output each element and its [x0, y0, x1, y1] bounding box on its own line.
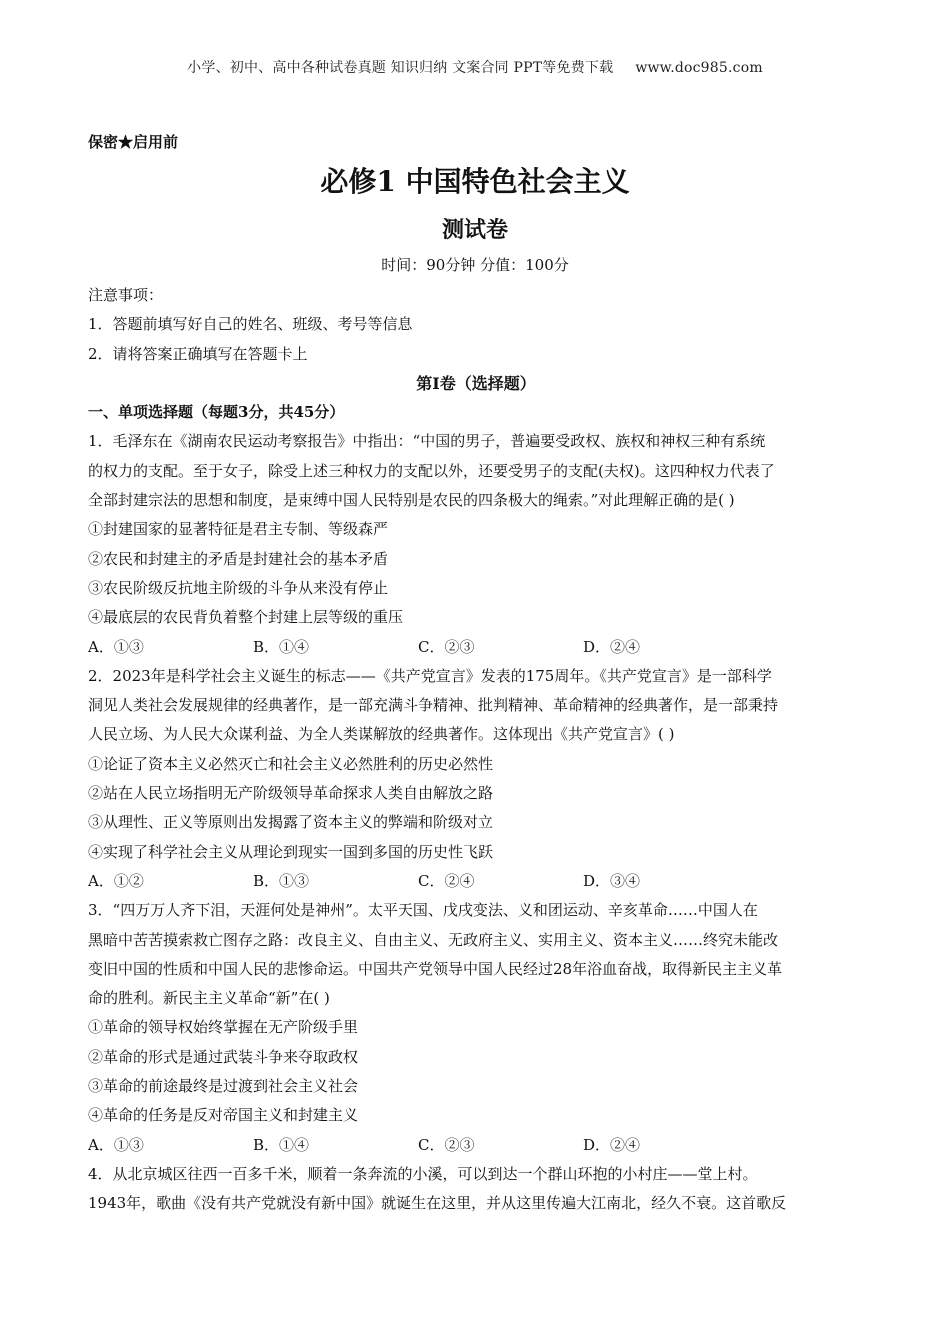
option-a: A．①② — [88, 871, 144, 890]
answer-options — [88, 633, 864, 662]
question-3 — [88, 896, 864, 1160]
question-2 — [88, 662, 864, 896]
question-text-line: 黑暗中苦苦摸索救亡图存之路：改良主义、自由主义、无政府主义、实用主义、资本主义……终究未能改 — [88, 930, 779, 949]
question-text-line: 命的胜利。新民主主义革命“新”在( ) — [88, 989, 330, 1008]
statement: ④革命的任务是反对帝国主义和封建主义 — [88, 1106, 359, 1125]
answer-options — [88, 867, 864, 896]
question-text-line: 4．从北京城区往西一百多千米，顺着一条奔流的小溪，可以到达一个群山环抱的小村庄——堂上村。 — [88, 1164, 758, 1183]
option-b: B．①④ — [253, 637, 310, 656]
question-text-line: 2．2023年是科学社会主义诞生的标志——《共产党宣言》发表的175周年。《共产党宣言》是一部科学 — [88, 666, 772, 685]
page-header — [0, 57, 950, 77]
statement: ②农民和封建主的矛盾是封建社会的基本矛盾 — [88, 549, 389, 568]
option-d: D．②④ — [583, 637, 641, 656]
exam-content — [88, 281, 864, 1219]
question-text-line: 1．毛泽东在《湖南农民运动考察报告》中指出：“中国的男子，普遍要受政权、族权和神权三种有系统 — [88, 432, 766, 451]
option-b: B．①③ — [253, 871, 310, 890]
option-a: A．①③ — [88, 1135, 144, 1154]
question-text-line: 的权力的支配。至于女子，除受上述三种权力的支配以外，还要受男子的支配(夫权)。这四种权力代表了 — [88, 461, 775, 480]
statement: ②站在人民立场指明无产阶级领导革命探求人类自由解放之路 — [88, 784, 494, 803]
question-text-line: 1943年，歌曲《没有共产党就没有新中国》就诞生在这里，并从这里传遍大江南北，经久不衰。这首歌反 — [88, 1194, 787, 1213]
option-c: C．②④ — [418, 871, 475, 890]
question-text-line: 3．“四万万人齐下泪，天涯何处是神州”。太平天国、戊戌变法、义和团运动、辛亥革命……中国人在 — [88, 901, 758, 920]
question-text-line: 变旧中国的性质和中国人民的悲惨命运。中国共产党领导中国人民经过28年浴血奋战，取得新民主主义革 — [88, 959, 783, 978]
exam-meta: 时间：90分钟 分值：100分 — [381, 256, 569, 274]
question-text-line: 全部封建宗法的思想和制度，是束缚中国人民特别是农民的四条极大的绳索。”对此理解正确的是( ) — [88, 491, 735, 510]
statement: ①论证了资本主义必然灭亡和社会主义必然胜利的历史必然性 — [88, 754, 494, 773]
statement: ④实现了科学社会主义从理论到现实一国到多国的历史性飞跃 — [88, 842, 494, 861]
header-site-link[interactable]: www.doc985.com — [635, 60, 763, 76]
notice-item: 1．答题前填写好自己的姓名、班级、考号等信息 — [88, 315, 413, 334]
page-subtitle: 测试卷 — [441, 217, 508, 243]
question-text-line: 人民立场、为人民大众谋利益、为全人类谋解放的经典著作。这体现出《共产党宣言》( ) — [88, 725, 675, 744]
notice-item: 2．请将答案正确填写在答题卡上 — [88, 344, 308, 363]
statement: ②革命的形式是通过武装斗争来夺取政权 — [88, 1047, 359, 1066]
statement: ③从理性、正义等原则出发揭露了资本主义的弊端和阶级对立 — [88, 813, 494, 832]
option-b: B．①④ — [253, 1135, 310, 1154]
confidential-label: 保密★启用前 — [88, 133, 179, 151]
question-4 — [88, 1160, 864, 1219]
notice-heading: 注意事项： — [88, 286, 164, 304]
question-text-line: 洞见人类社会发展规律的经典著作，是一部充满斗争精神、批判精神、革命精神的经典著作，是一部秉持 — [88, 696, 779, 715]
option-c: C．②③ — [418, 1135, 475, 1154]
part-title: 一、单项选择题（每题3分，共45分） — [88, 403, 345, 422]
option-d: D．③④ — [583, 871, 641, 890]
statement: ④最底层的农民背负着整个封建上层等级的重压 — [88, 608, 404, 627]
option-d: D．②④ — [583, 1135, 641, 1154]
statement: ③农民阶级反抗地主阶级的斗争从来没有停止 — [88, 578, 389, 597]
section-title: 第I卷（选择题） — [416, 373, 536, 393]
option-a: A．①③ — [88, 637, 144, 656]
statement: ①革命的领导权始终掌握在无产阶级手里 — [88, 1018, 359, 1037]
page-title: 必修1 中国特色社会主义 — [320, 165, 630, 198]
header-banner-text: 小学、初中、高中各种试卷真题 知识归纳 文案合同 PPT等免费下载 — [187, 60, 614, 76]
statement: ③革命的前途最终是过渡到社会主义社会 — [88, 1077, 359, 1096]
option-c: C．②③ — [418, 637, 475, 656]
question-1 — [88, 427, 864, 661]
answer-options — [88, 1131, 864, 1160]
statement: ①封建国家的显著特征是君主专制、等级森严 — [88, 520, 389, 539]
